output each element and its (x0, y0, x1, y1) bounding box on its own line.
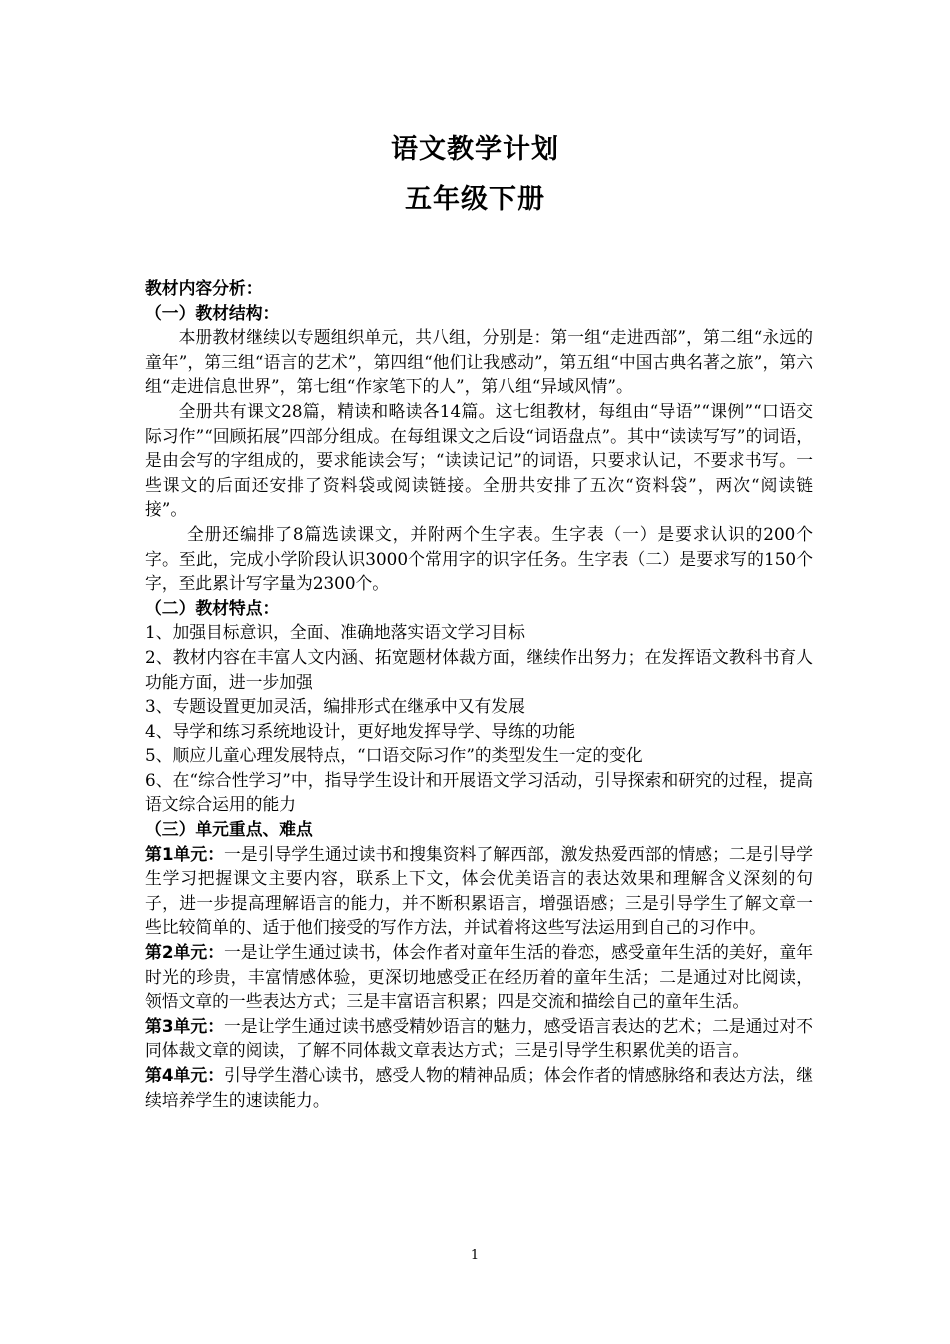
feature-item: 3、专题设置更加灵活，编排形式在继承中又有发展 (145, 696, 525, 717)
unit-label: 第1单元： (145, 843, 225, 864)
feature-item: 4、导学和练习系统地设计，更好地发挥导学、导练的功能 (145, 720, 576, 741)
features-heading: （二）教材特点： (145, 597, 280, 618)
unit-item (145, 1014, 813, 1063)
unit-label: 第2单元： (145, 942, 225, 963)
feature-item: 2、教材内容在丰富人文内涵、拓宽题材体裁方面，继续作出努力；在发挥语文教科书育人功能方面，进一步加强 (145, 646, 813, 692)
feature-item: 5、顺应儿童心理发展特点，“口语交际习作”的类型发生一定的变化 (145, 745, 643, 766)
unit-label: 第4单元： (145, 1065, 225, 1085)
feature-item: 6、在“综合性学习”中，指导学生设计和开展语文学习活动，引导探索和研究的过程，提高语文综合运用的能力 (145, 769, 813, 815)
structure-paragraph-3: 全册还编排了8篇选读课文，并附两个生字表。生字表（一）是要求认识的200个字。至此，完成小学阶段认识3000个常用字的识字任务。生字表（二）是要求写的150个字，至此累计写字量为2300个。 (145, 523, 813, 594)
unit-text: 一是引导学生通过读书和搜集资料了解西部，激发热爱西部的情感；二是引导学生学习把握课文主要内容，联系上下文，体会优美语言的表达效果和理解含义深刻的句子，进一步提高理解语言的能力，并不断积累语言，增强语感；三是引导学生了解文章一些比较简单的、适于他们接受的写作方法，并试着将这些写法运用到自己的习作中。 (145, 843, 813, 938)
page-number: 1 (470, 1248, 480, 1263)
document-body (145, 276, 813, 1112)
unit-text: 一是让学生通过读书感受精妙语言的魅力，感受语言表达的艺术；二是通过对不同体裁文章的阅读，了解不同体裁文章表达方式；三是引导学生积累优美的语言。 (145, 1015, 813, 1061)
structure-paragraph-1: 本册教材继续以专题组织单元，共八组，分别是：第一组“走进西部”，第二组“永远的童年”，第三组“语言的艺术”，第四组“他们让我感动”，第五组“中国古典名著之旅”，第六组“走进信息世界”，第七组“作家笔下的人”，第八组“异域风情”。 (145, 327, 813, 397)
unit-text: 引导学生潜心读书，感受人物的精神品质；体会作者的情感脉络和表达方法，继续培养学生的速读能力。 (145, 1065, 813, 1110)
structure-heading: （一）教材结构： (145, 302, 280, 323)
document-title: 语文教学计划 (391, 134, 559, 165)
analysis-heading: 教材内容分析： (145, 278, 263, 298)
unit-item (145, 1063, 813, 1112)
structure-paragraph-2: 全册共有课文28篇，精读和略读各14篇。这七组教材，每组由“导语”“课例”“口语交际习作”“回顾拓展”四部分组成。在每组课文之后设“词语盘点”。其中“读读写写”的词语，是由会写的字组成的，要求能读会写；“读读记记”的词语，只要求认记，不要求书写。一些课文的后面还安排了资料袋或阅读链接。全册共安排了五次“资料袋”，两次“阅读链接”。 (145, 400, 813, 520)
feature-item: 1、加强目标意识，全面、准确地落实语文学习目标 (145, 622, 525, 643)
unit-item (145, 842, 813, 940)
unit-label: 第3单元： (145, 1015, 225, 1036)
units-heading: （三）单元重点、难点 (145, 819, 313, 840)
unit-item (145, 940, 813, 1014)
unit-text: 一是让学生通过读书，体会作者对童年生活的眷恋，感受童年生活的美好，童年时光的珍贵，丰富情感体验，更深切地感受正在经历着的童年生活；二是通过对比阅读，领悟文章的一些表达方式；三是丰富语言积累；四是交流和描绘自己的童年生活。 (145, 942, 813, 1012)
document-subtitle: 五年级下册 (405, 184, 545, 215)
